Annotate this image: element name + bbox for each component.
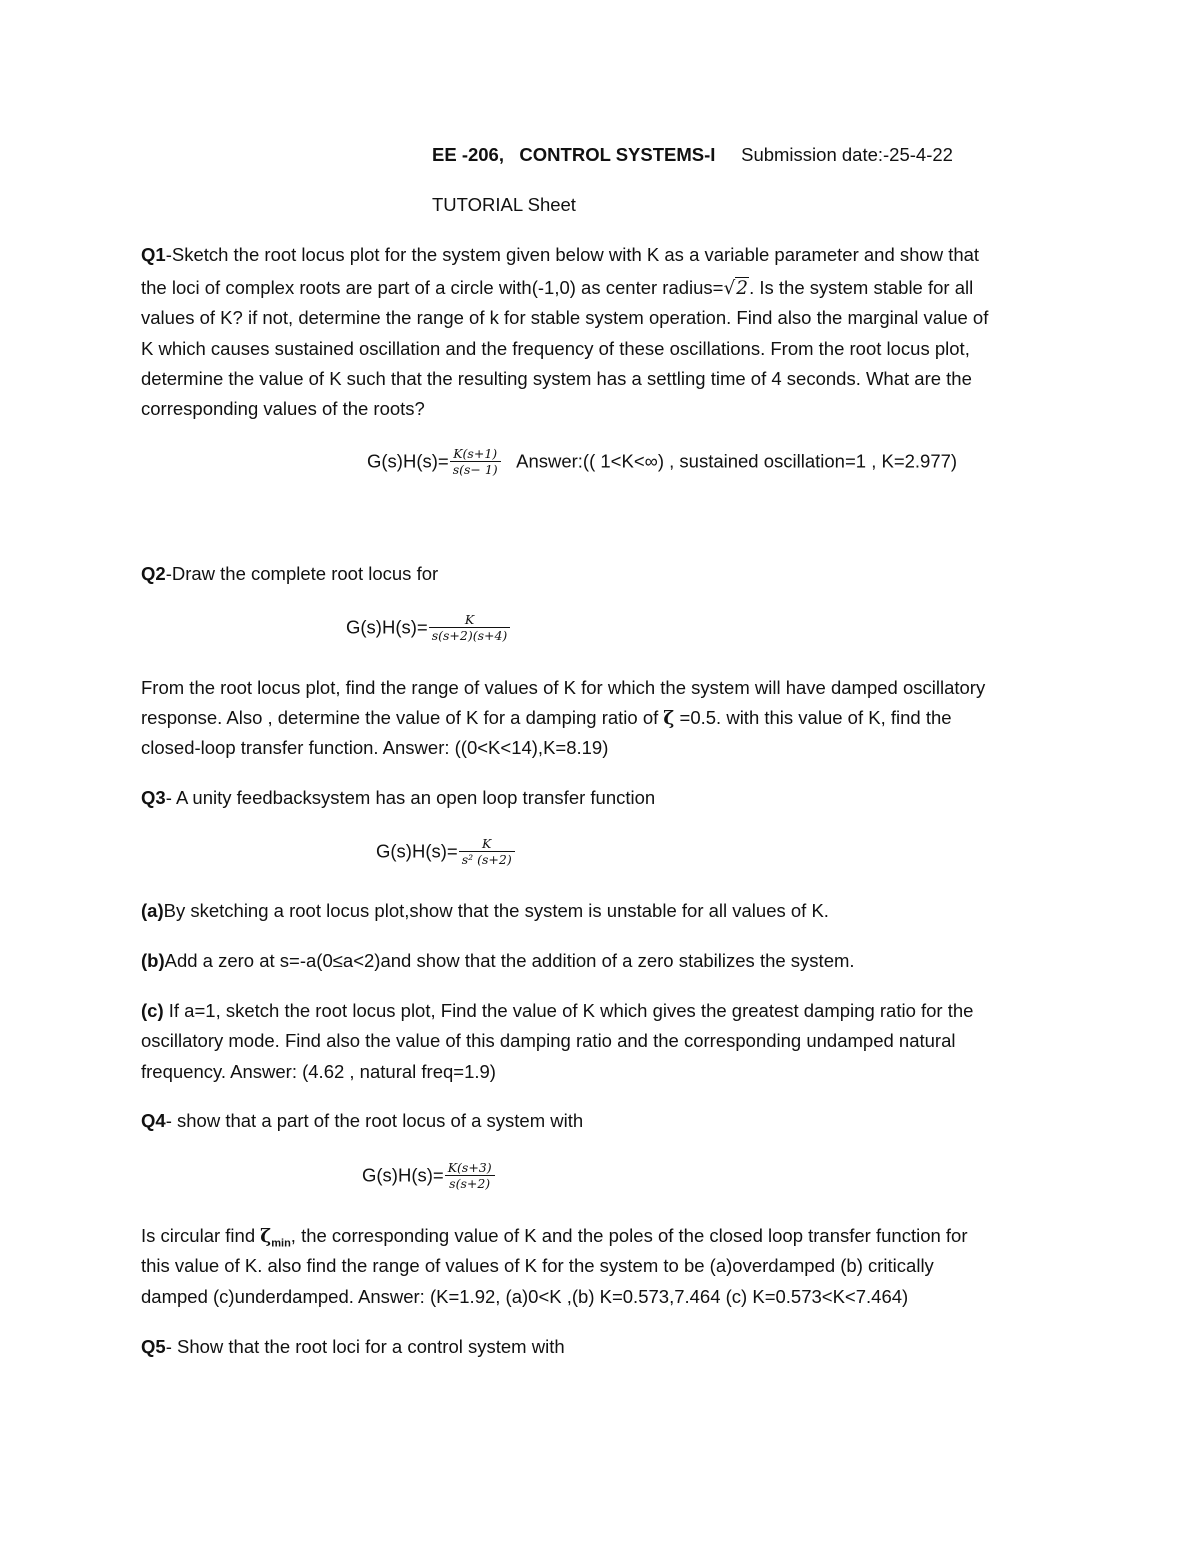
q1-denominator: s(s− 1) xyxy=(452,462,498,477)
q1-text-2a: the loci of complex roots are part of a circle with(-1,0) as center radius= xyxy=(141,277,724,298)
q3-b-text: Add a zero at s=-a(0≤a<2)and show that the addition of a zero stabilizes the system. xyxy=(164,950,855,971)
q1-line-3: values of K? if not, determine the range of k for stable system operation. Find also the marginal value of xyxy=(141,307,989,328)
q3-part-c-line-2: oscillatory mode. Find also the value of this damping ratio and the corresponding undamped natural xyxy=(141,1030,956,1051)
q1-text-2b: . Is the system stable for all xyxy=(749,277,974,298)
q2-line-3 xyxy=(141,703,952,734)
q3-part-c-line-1 xyxy=(141,996,973,1026)
q4-numerator: K(s+3) xyxy=(445,1160,495,1176)
q4-label: Q4 xyxy=(141,1110,166,1131)
course-code: EE -206, xyxy=(432,144,504,165)
q3-b-label: (b) xyxy=(141,950,165,971)
q3-c-text-1: If a=1, sketch the root locus plot, Find the value of K which gives the greatest damping ratio for the xyxy=(163,1000,974,1021)
q3-label: Q3 xyxy=(141,787,166,808)
q4-denominator: s(s+2) xyxy=(449,1176,491,1191)
q3-a-text: By sketching a root locus plot,show that the system is unstable for all values of K. xyxy=(163,900,829,921)
zeta-subscript: min xyxy=(271,1237,291,1250)
q5-line-1 xyxy=(141,1332,565,1362)
q5-text-1: - Show that the root loci for a control system with xyxy=(165,1336,565,1357)
zeta-min-symbol: ζ xyxy=(260,1226,272,1247)
q4-fraction xyxy=(445,1160,495,1191)
q4-text-1: - show that a part of the root locus of a system with xyxy=(165,1110,584,1131)
q1-line-6: corresponding values of the roots? xyxy=(141,398,425,419)
q4-line-3: this value of K. also find the range of values of K for the system to be (a)overdamped (b) critically xyxy=(141,1255,934,1276)
q3-part-b xyxy=(141,946,855,976)
q1-line-2 xyxy=(141,273,973,304)
q2-text-3a: response. Also , determine the value of K for a damping ratio of xyxy=(141,707,664,728)
q5-label: Q5 xyxy=(141,1336,166,1357)
q2-text-3b: =0.5. with this value of K, find the xyxy=(674,707,952,728)
q1-equation xyxy=(367,446,957,477)
q4-line-1 xyxy=(141,1106,583,1136)
q3-numerator: K xyxy=(459,836,515,852)
q3-a-label: (a) xyxy=(141,900,164,921)
sqrt-radicand: 2 xyxy=(736,278,749,299)
q3-fraction xyxy=(459,836,515,867)
q3-c-label: (c) xyxy=(141,1000,164,1021)
q1-line-4: K which causes sustained oscillation and the frequency of these oscillations. From the root locus plot, xyxy=(141,338,970,359)
q1-fraction xyxy=(450,446,501,477)
q2-line-1 xyxy=(141,559,438,589)
q2-label: Q2 xyxy=(141,563,166,584)
q2-eq-lhs: G(s)H(s)= xyxy=(346,616,428,638)
q3-part-c-line-3: frequency. Answer: (4.62 , natural freq=1.9) xyxy=(141,1061,496,1082)
q3-equation xyxy=(376,836,515,867)
header-line xyxy=(432,140,953,170)
q2-equation xyxy=(346,612,510,643)
q4-line-4: damped (c)underdamped. Answer: (K=1.92, (a)0<K ,(b) K=0.573,7.464 (c) K=0.573<K<7.464) xyxy=(141,1286,909,1307)
q1-answer: Answer:(( 1<K<∞) , sustained oscillation=1 , K=2.977) xyxy=(516,450,958,472)
q4-eq-lhs: G(s)H(s)= xyxy=(362,1164,444,1186)
sheet-title: TUTORIAL Sheet xyxy=(432,194,576,215)
q4-text-2a: Is circular find xyxy=(141,1225,261,1246)
course-subject: CONTROL SYSTEMS-I xyxy=(519,144,716,165)
q3-line-1 xyxy=(141,783,655,813)
q2-numerator: K xyxy=(429,612,511,628)
q1-line-1 xyxy=(141,240,979,270)
q3-part-a xyxy=(141,896,829,926)
sqrt-symbol: √2 xyxy=(723,278,749,299)
q1-eq-lhs: G(s)H(s)= xyxy=(367,450,449,472)
q3-text-1: - A unity feedbacksystem has an open loop transfer function xyxy=(165,787,656,808)
q2-fraction xyxy=(429,612,511,643)
q2-denominator: s(s+2)(s+4) xyxy=(431,628,508,643)
q4-equation xyxy=(362,1160,495,1191)
q2-line-4: closed-loop transfer function. Answer: ((0<K<14),K=8.19) xyxy=(141,737,609,758)
q3-eq-lhs: G(s)H(s)= xyxy=(376,840,458,862)
q4-text-2b: , the corresponding value of K and the poles of the closed loop transfer function for xyxy=(290,1225,968,1246)
q1-line-5: determine the value of K such that the resulting system has a settling time of 4 seconds. What are the xyxy=(141,368,972,389)
q1-text-1: -Sketch the root locus plot for the system given below with K as a variable parameter and show that xyxy=(165,244,980,265)
q1-numerator: K(s+1) xyxy=(450,446,501,462)
q2-line-2: From the root locus plot, find the range of values of K for which the system will have damped oscillatory xyxy=(141,677,986,698)
submission-date: Submission date:-25-4-22 xyxy=(741,144,953,165)
q2-text-1: -Draw the complete root locus for xyxy=(165,563,439,584)
zeta-symbol: ζ xyxy=(663,708,675,729)
q3-denominator: s² (s+2) xyxy=(461,852,512,867)
q1-label: Q1 xyxy=(141,244,166,265)
